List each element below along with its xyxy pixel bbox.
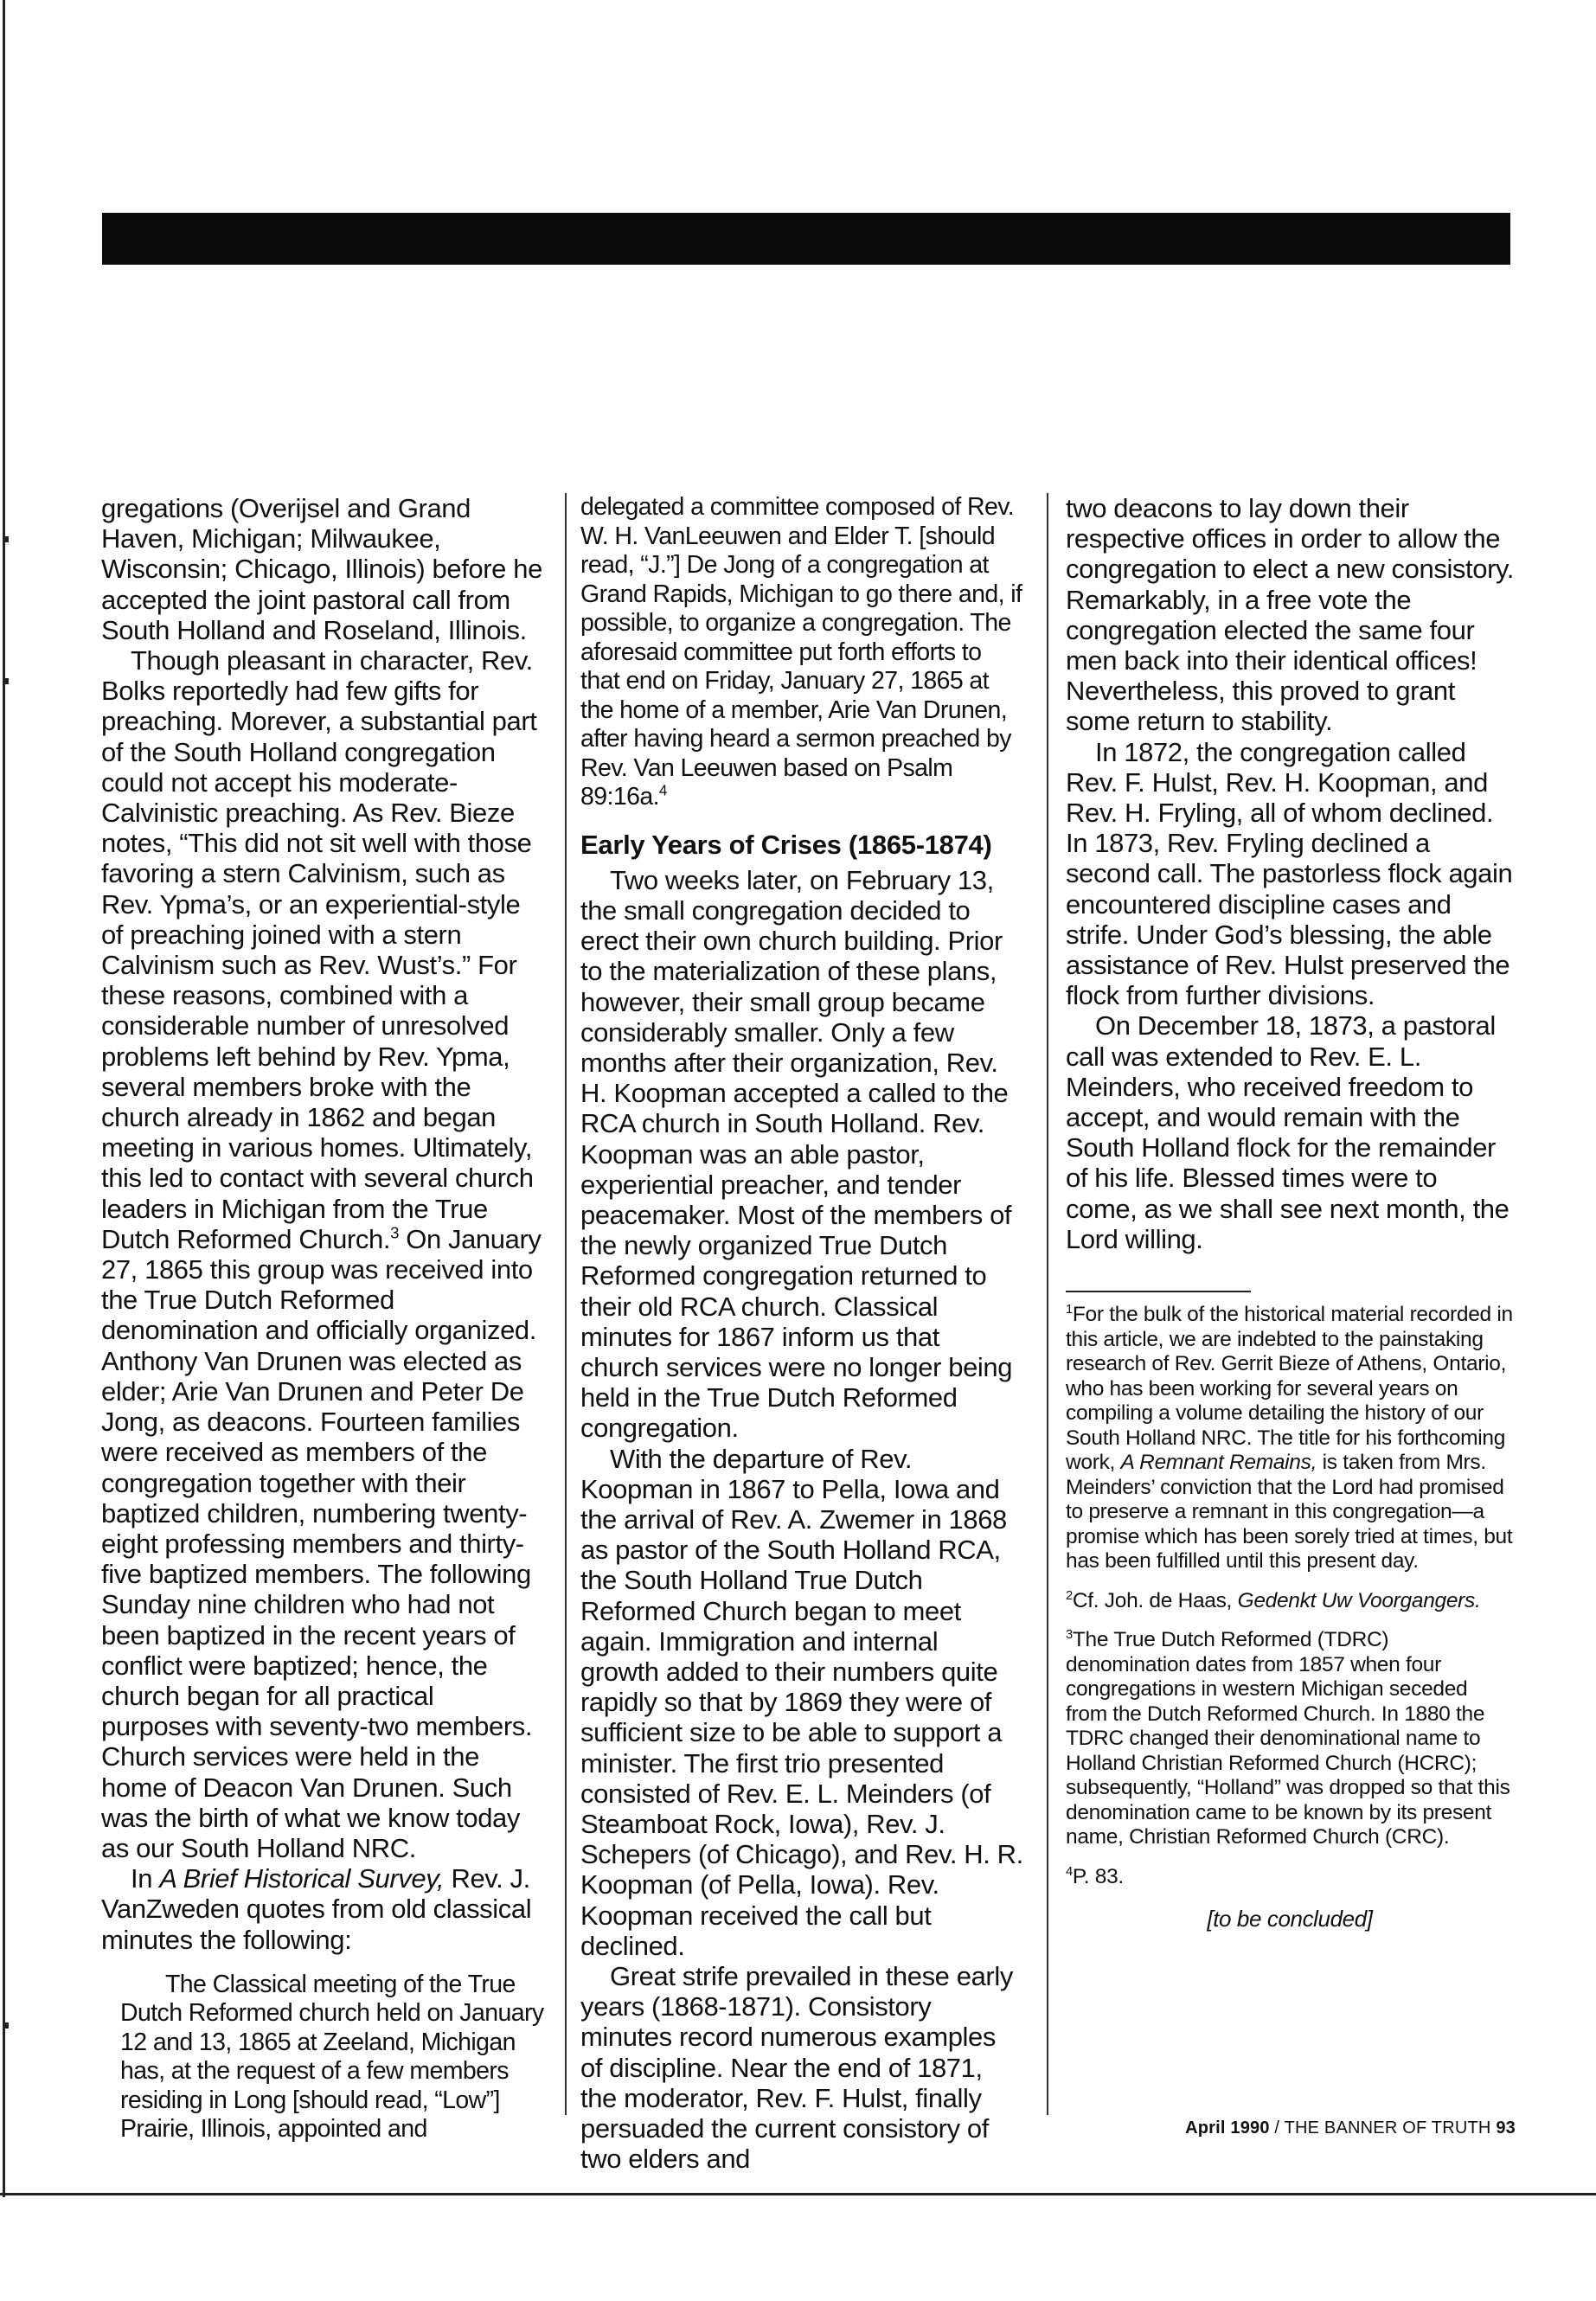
paragraph: In 1872, the congregation called Rev. F. Hulst, Rev. H. Koopman, and Rev. H. Fryling, all of whom declined. In 1873, Rev. Fryling declined a second call. The pastorless flock again encountered discipline cases and strife. Under God’s blessing, the able assistance of Rev. Hulst preserved the flock from further divisions.: [1066, 736, 1513, 1011]
left-margin-rule: [3, 0, 5, 2197]
book-title: A Brief Historical Survey,: [159, 1863, 445, 1894]
paragraph: gregations (Overijsel and Grand Haven, Michigan; Milwaukee, Wisconsin; Chicago, Illinois) before he accepted the joint pastoral call from South Holland and Roseland, Illinois.: [101, 493, 542, 645]
column-3: [1066, 493, 1514, 1934]
paragraph: Though pleasant in character, Rev. Bolks reportedly had few gifts for preaching. Morever, a substantial part of the South Holland congregation could not accept his moderate-Calvinistic preaching. As Rev. Bieze notes, “This did not sit well with those favoring a stern Calvinism, such as Rev. Ypma’s, or an experiential-style of preaching joined with a stern Calvinism such as Rev. Wust’s.” For these reasons, combined with a considerable number of unresolved problems left behind by Rev. Ypma, several members broke with the church already in 1862 and began meeting in various homes. Ultimately, this led to contact with several church leaders in Michigan from the True Dutch Reformed Church.$^3$ On January 27, 1865 this group was received into the True Dutch Reformed denomination and officially organized. Anthony Van Drunen was elected as elder; Arie Van Drunen and Peter De Jong, as deacons. Fourteen families were received as members of the congregation together with their baptized children, numbering twenty-eight professing members and thirty-five baptized members. The following Sunday nine children who had not been baptized in the recent years of conflict were baptized; hence, the church began for all practical purposes with seventy-two members. Church services were held in the home of Deacon Van Drunen. Such was the birth of what we know today as our South Holland NRC.: [101, 645, 542, 1863]
margin-mark: [3, 536, 9, 542]
margin-mark: [3, 678, 9, 684]
column-1: [101, 493, 544, 2144]
paragraph: On December 18, 1873, a pastoral call was extended to Rev. E. L. Meinders, who received freedom to accept, and would remain with the South Holland flock for the remainder of his life. Blessed times were to come, as we shall see next month, the Lord willing.: [1066, 1010, 1509, 1254]
footnote-2: $^2$Cf. Joh. de Haas, Gedenkt Uw Voorgangers.: [1066, 1588, 1481, 1612]
footnotes: [1066, 1303, 1514, 1889]
block-quote: The Classical meeting of the True Dutch Reformed church held on January 12 and 13, 1865 at Zeeland, Michigan has, at the request of a few members residing in Long [should read, “Low”] Prairie, Illinois, appointed and: [120, 1970, 544, 2144]
to-be-concluded-note: [to be concluded]: [1207, 1906, 1373, 1932]
footnote-3: $^3$The True Dutch Reformed (TDRC) denomination dates from 1857 when four congregations in western Michigan seceded from the Dutch Reformed Church. In 1880 the TDRC changed their denominational name to Holland Christian Reformed Church (HCRC); subsequently, “Holland” was dropped so that this denomination came to be known by its present name, Christian Reformed Church (CRC).: [1066, 1627, 1510, 1849]
paragraph: two deacons to lay down their respective offices in order to allow the congregation to elect a new consistory. Remarkably, in a free vote the congregation elected the same four men back into their identical offices! Nevertheless, this proved to grant some return to stability.: [1066, 493, 1515, 737]
footnote-ref: 3: [390, 1223, 400, 1242]
page-footer: [1185, 2118, 1516, 2138]
paragraph: With the departure of Rev. Koopman in 1867 to Pella, Iowa and the arrival of Rev. A. Zwemer in 1868 as pastor of the South Holland RCA, the South Holland True Dutch Reformed Church began to meet again. Immigration and internal growth added to their numbers quite rapidly so that by 1869 they were of sufficient size to be able to support a minister. The first trio presented consisted of Rev. E. L. Meinders (of Steamboat Rock, Iowa), Rev. J. Schepers (of Chicago), and Rev. H. R. Koopman (of Pella, Iowa). Rev. Koopman received the call but declined.: [580, 1443, 1023, 1961]
bottom-rule: [0, 2193, 1596, 2195]
publication-name: / THE BANNER OF TRUTH: [1269, 2118, 1497, 2138]
footnote-1: $^1$For the bulk of the historical material recorded in this article, we are indebted to the painstaking research of Rev. Gerrit Bieze of Athens, Ontario, who has been working for several years on compiling a volume detailing the history of our South Holland NRC. The title for his forthcoming work, A Remnant Remains, is taken from Mrs. Meinders’ conviction that the Lord had promised to preserve a remnant in this congregation—a promise which has been sorely tried at times, but has been fulfilled until this present day.: [1066, 1302, 1513, 1574]
column-divider: [565, 493, 567, 2115]
paragraph: In A Brief Historical Survey, Rev. J. VanZweden quotes from old classical minutes the following:: [101, 1863, 532, 1955]
footnote-rule: [1066, 1291, 1251, 1292]
header-bar: [102, 213, 1510, 265]
margin-mark: [3, 2022, 9, 2029]
block-quote-continued: delegated a committee composed of Rev. W. H. VanLeeuwen and Elder T. [should read, “J.”] De Jong of a congregation at Grand Rapids, Michigan to go there and, if possible, to organize a congregation. The aforesaid committee put forth efforts to that end on Friday, January 27, 1865 at the home of a member, Arie Van Drunen, after having heard a sermon preached by Rev. Van Leeuwen based on Psalm 89:16a.$^4$: [580, 493, 1022, 811]
section-heading: Early Years of Crises (1865-1874): [580, 829, 992, 860]
paragraph: Two weeks later, on February 13, the small congregation decided to erect their own church building. Prior to the materialization of these plans, however, their small group became considerably smaller. Only a few months after their organization, Rev. H. Koopman accepted a called to the RCA church in South Holland. Rev. Koopman was an able pastor, experiential preacher, and tender peacemaker. Most of the members of the newly organized True Dutch Reformed congregation returned to their old RCA church. Classical minutes for 1867 inform us that church services were no longer being held in the True Dutch Reformed congregation.: [580, 864, 1013, 1444]
column-2: [580, 493, 1023, 2174]
page-number: 93: [1496, 2118, 1516, 2138]
footnote-ref: 4: [658, 782, 667, 799]
column-divider: [1047, 493, 1048, 2115]
footnote-4: $^4$P. 83.: [1066, 1864, 1124, 1888]
issue-date: April 1990: [1185, 2118, 1270, 2138]
paragraph: Great strife prevailed in these early years (1868-1871). Consistory minutes record numerous examples of discipline. Near the end of 1871, the moderator, Rev. F. Hulst, finally persuaded the current consistory of two elders and: [580, 1961, 1013, 2175]
